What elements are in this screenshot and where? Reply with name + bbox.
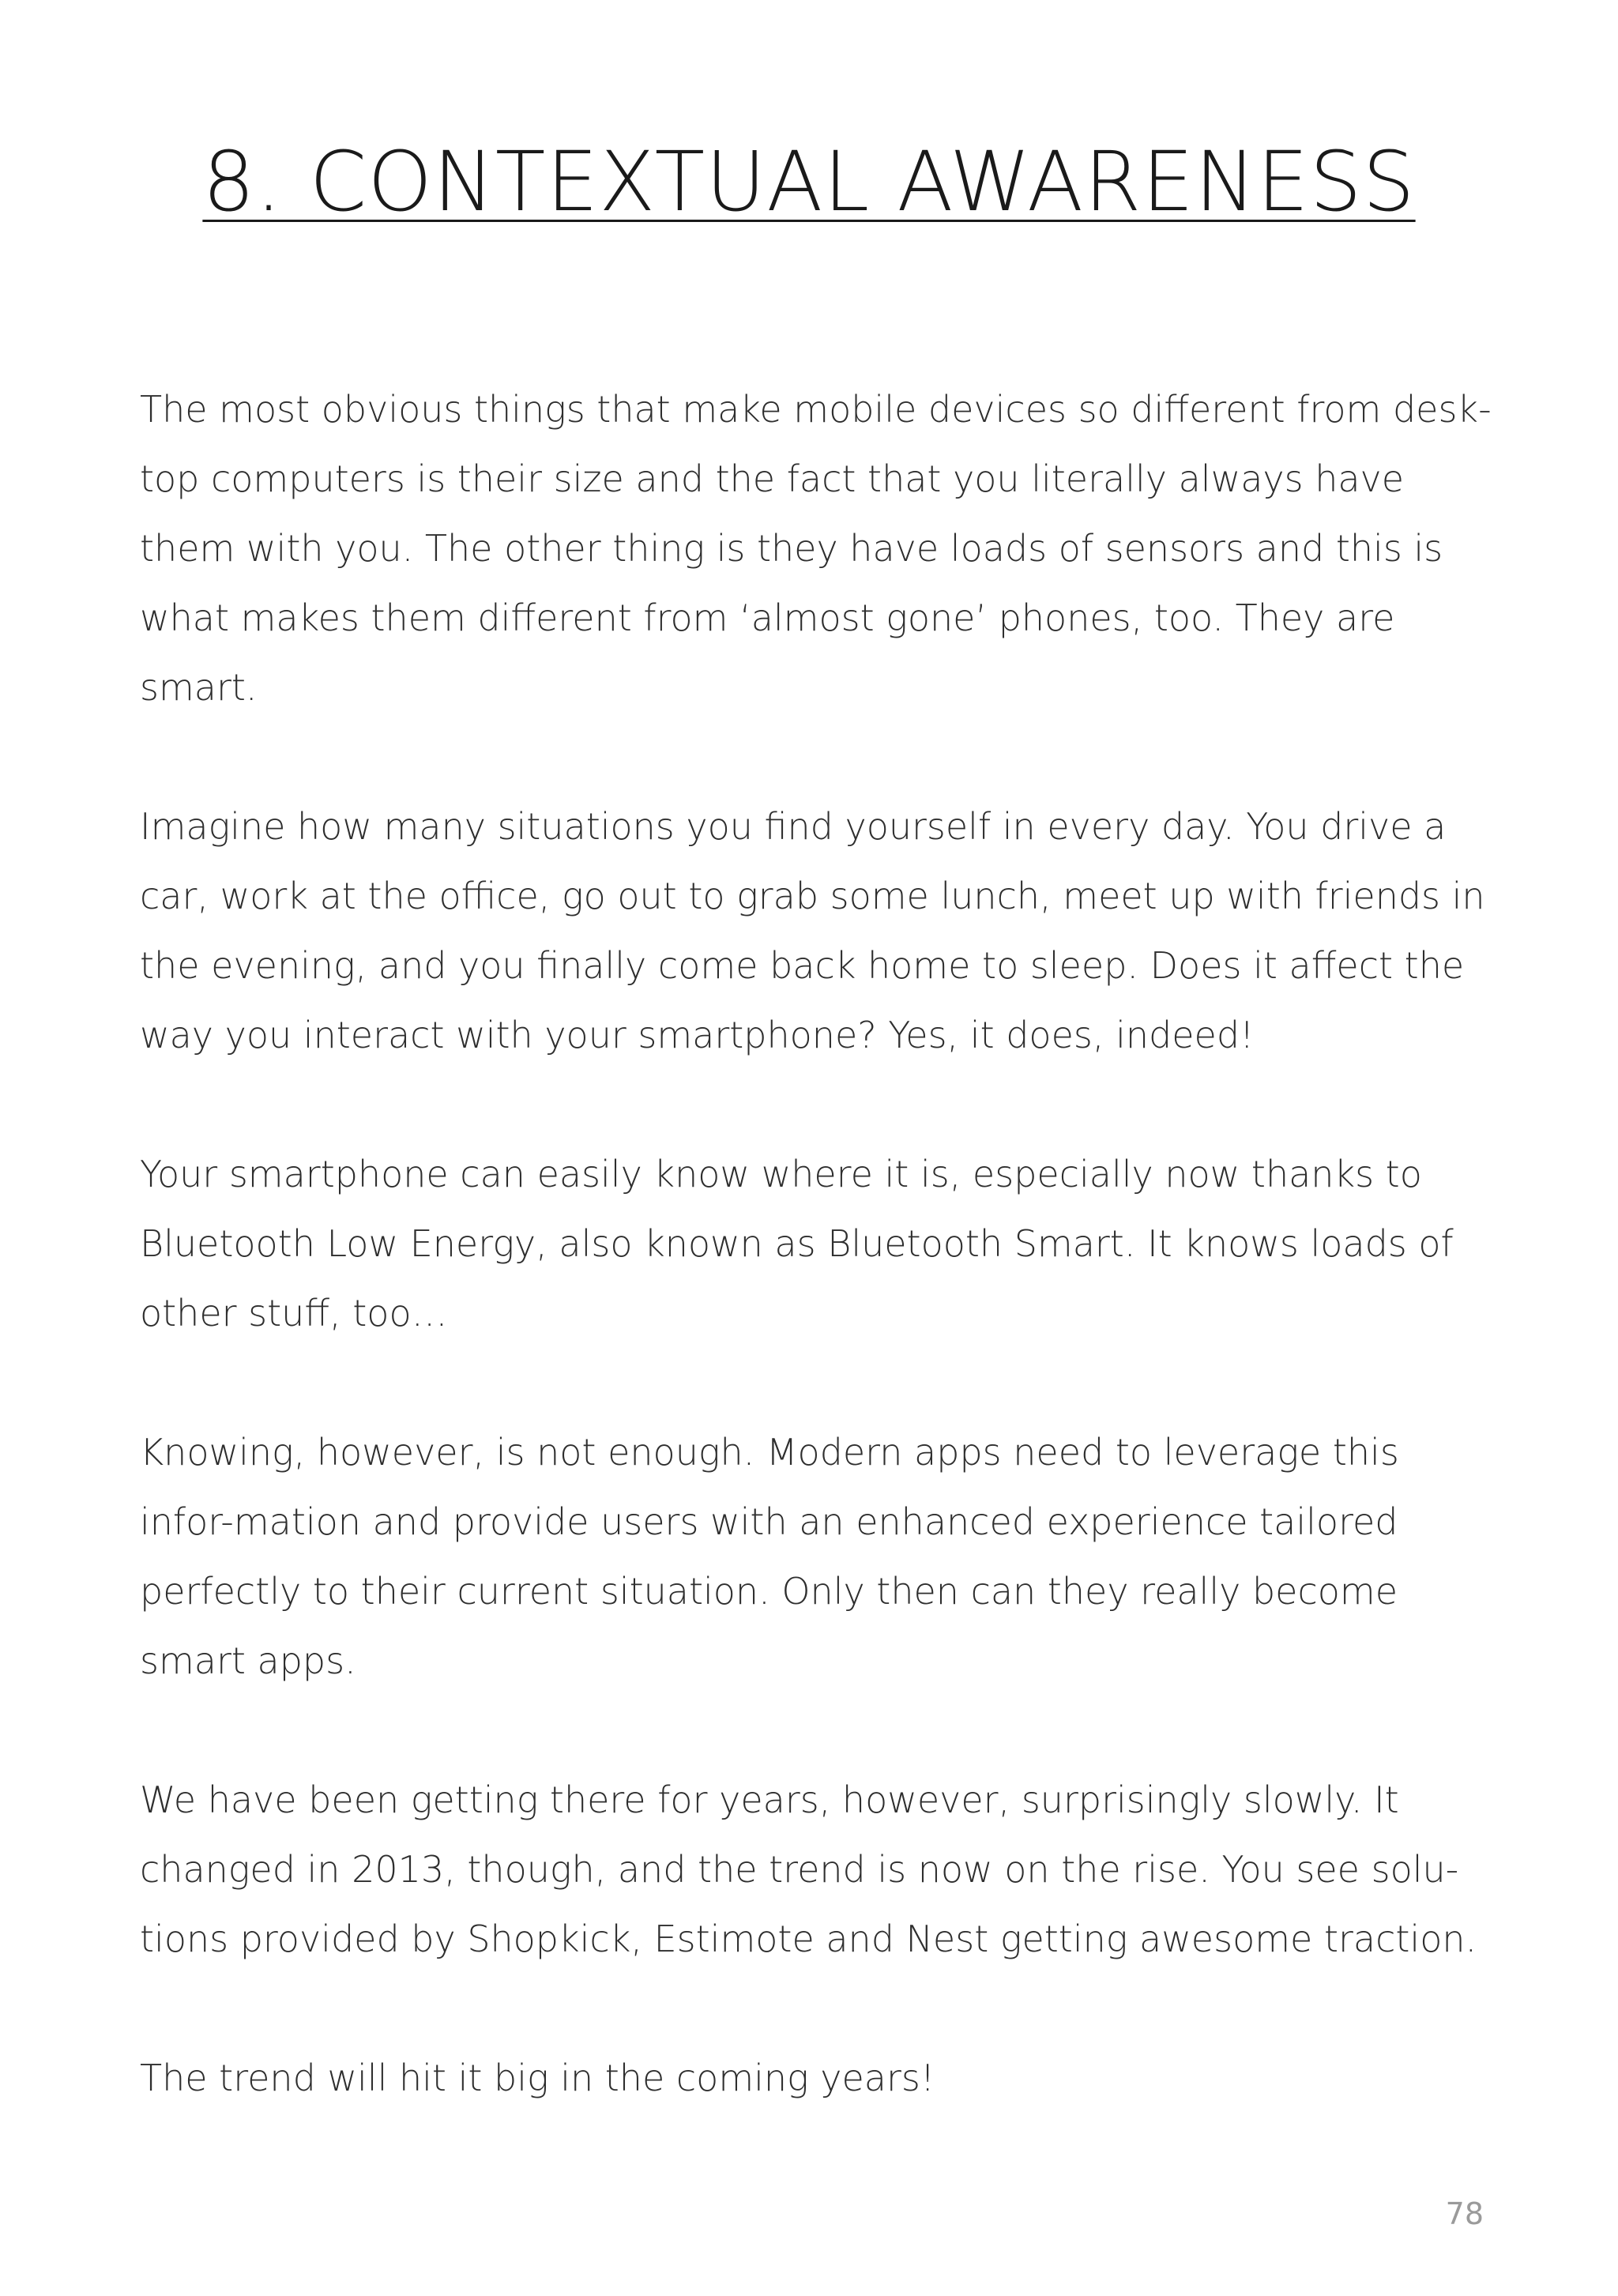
paragraph-4: Knowing, however, is not enough. Modern apps need to leverage this infor-mation and provide users with an enhanced experience tailored perfectly to their current situation. Only then can they really become smart apps. (140, 1431, 1399, 1682)
paragraph-2: Imagine how many situations you find yourself in every day. You drive a car, work at the office, go out to grab some lunch, meet up with friends in the evening, and you finally come back home to sleep. Does it affect the way you interact with your smartphone? Yes, it does, indeed! (140, 805, 1485, 1056)
paragraph-5: We have been getting there for years, however, surprisingly slowly. It changed in 2013, though, and the trend is now on the rise. You see solu-tions provided by Shopkick, Estimote and Nest getting awesome traction. (140, 1778, 1477, 1960)
paragraph-3: Your smartphone can easily know where it is, especially now thanks to Bluetooth Low Energy, also known as Bluetooth Smart. It knows loads of other stuff, too… (140, 1153, 1454, 1334)
page-number: 78 (1445, 2196, 1484, 2231)
paragraph-6: The trend will hit it big in the coming years! (140, 2057, 935, 2099)
paragraph-1: The most obvious things that make mobile devices so different from desk-top computers is their size and the fact that you literally always have them with you. The other thing is they have loads of sensors and this is what makes them different from ‘almost gone’ phones, too. They are smart. (140, 388, 1492, 709)
page-title-text: 8. CONTEXTUAL AWARENESS (202, 134, 1416, 230)
page-title (0, 126, 1618, 237)
body-text (140, 375, 1499, 2182)
